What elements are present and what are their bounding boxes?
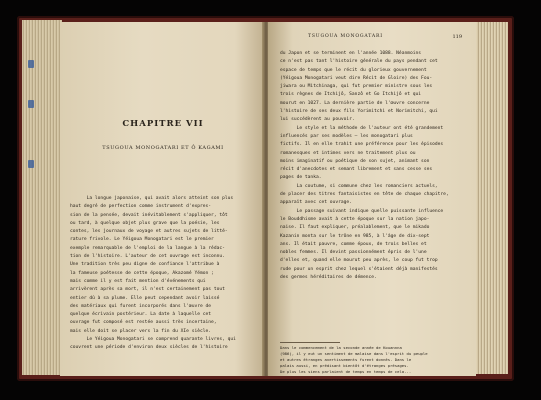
blue-ink-mark (28, 100, 34, 108)
text-line: espace de temps que le récit du glorieux gouvernement (280, 67, 427, 73)
page-number: 119 (452, 34, 462, 40)
text-line: quelque écrivain postérieur. La date à laquelle cet (70, 312, 212, 318)
text-line: rature frivole. Le Yéigoua Monogatari est le premier (70, 237, 214, 243)
text-line: et autres étranges avertissements furent donnés. Dans le (280, 357, 412, 362)
text-line: haut degré de perfection comme instrument d'expres- (70, 204, 212, 210)
text-line: fictifs. Il en elle trahit une préférence pour les épisodes (280, 142, 444, 148)
page-edge-marks (22, 60, 32, 180)
text-line: l'histoire de ses deux fils Yorimitchi et Norimitchi, qui (280, 109, 438, 115)
text-line: la fameuse poétesse de cette époque, Akazomé Yémon ; (70, 270, 214, 276)
blue-ink-mark (28, 160, 34, 168)
text-line: pages de tanka. (280, 175, 322, 181)
text-line: influencés par ses modèles — les monogatari plus (280, 133, 413, 139)
chapter-subtitle: TSUGOUA MONOGATARI ET Ô KAGAMI (102, 145, 224, 151)
text-line: Le style et la méthode de l'auteur ont été grandement (296, 125, 444, 131)
text-line: (Yéigoua Monogatari veut dire Récit de Gloire) des Fou- (280, 75, 433, 81)
text-line: moins imaginatif ou poétique de son sujet, animant son (280, 158, 430, 164)
text-line: La coutume, si commune chez les romanciers actuels, (296, 183, 438, 189)
text-line: Kazanin monta sur le trône en 985, à l'âge de dix-sept (280, 233, 430, 239)
text-line: mais elle doit se placer vers la fin du XIe siècle. (70, 328, 212, 334)
text-line: ou tard, à quelque objet plus grave que la poésie, les (70, 220, 220, 226)
text-line: naise. Il faut expliquer, préalablement, que le mikado (280, 225, 430, 231)
text-line: Dans le commencement de la seconde année de Kouannna (280, 345, 402, 350)
right-body-text (280, 50, 470, 282)
text-line: Le Yéigoua Monogatari se comprend quarante livres, qui (86, 337, 236, 343)
left-page (60, 22, 266, 376)
running-head: TSUGOUA MONOGATARI (308, 34, 383, 39)
text-line: d'elles et, quand elle mourut peu après, le coup fut trop (280, 258, 438, 264)
text-line: (986), il y eut un sentiment de malaise dans l'esprit du peuple (280, 351, 428, 356)
text-line: La longue japonaise, qui avait alors atteint son plus (86, 196, 234, 201)
text-line: romanesques et intimes vers ne traitement plus ou (280, 150, 416, 156)
text-line: Le passage suivant indique quelle puissante influence (296, 208, 444, 214)
text-line: mourut en 1027. La dernière partie de l'œuvre concerne (280, 100, 430, 106)
footnote-text (280, 345, 470, 375)
text-line: jiwara ou Mitchinaga, qui fut premier ministre sous les (280, 84, 433, 90)
text-line: des germes héréditaires de démence. (280, 275, 377, 281)
text-line: nobles femmes. Il devint passionnément épris de l'une (280, 250, 427, 256)
text-line: entier dû à sa plume. Elle peut cependant avoir laissé (70, 295, 220, 301)
footnote-rule (280, 342, 340, 343)
right-page (268, 22, 476, 376)
text-line: lui succédèrent au pouvoir. (280, 117, 355, 123)
text-line: ce n'est pas tant l'histoire générale du pays pendant cet (280, 59, 438, 65)
text-line: de placer des titres fantaisistes en tête de chaque chapitre, (280, 192, 449, 198)
blue-ink-mark (28, 60, 34, 68)
text-line: sion de la pensée, devait inévitablement s'appliquer, tôt (70, 212, 228, 218)
text-line: couvrent une période d'environ deux siècles de l'histoire (70, 345, 228, 351)
text-line: arrivèrent après sa mort, il n'est certainement pas tout (70, 287, 225, 293)
text-line: apparaît avec cet ouvrage. (280, 200, 352, 206)
text-line: récit d'anecdotes et semant librement et sans cesse ses (280, 167, 433, 173)
text-line: du Japon et se terminent en l'année 1088. Néanmoins (280, 51, 422, 56)
text-line: Une tradition très peu digne de confiance l'attribue à (70, 262, 220, 268)
page-edges-right (474, 22, 508, 374)
text-line: De plus les siens parlaient de temps en temps de cela... (280, 369, 412, 374)
text-line: exemple remarquable de l'emploi de la langue à la rédac- (70, 245, 225, 251)
text-line: palais aussi, en prédisant bientôt d'étranges présages. (280, 363, 409, 368)
text-line: mais comme il y est fait mention d'événements qui (70, 278, 206, 284)
chapter-heading: CHAPITRE VII (122, 119, 204, 129)
text-line: contes, les journaux de voyage et autres sujets de litté- (70, 229, 228, 235)
text-line: trois règnes de Itchijô, Sanzô et Go Itchijô et qui (280, 92, 422, 98)
text-line: le Bouddhisme avait à cette époque sur la nation japo- (280, 216, 430, 222)
text-line: ouvrage fut composé est restée aussi très incertaine, (70, 320, 217, 326)
text-line: des matériaux qui furent incorporés dans l'œuvre de (70, 303, 212, 309)
text-line: tion de l'histoire. L'auteur de cet ouvrage est inconnu. (70, 254, 225, 260)
left-body-text (70, 195, 260, 353)
text-line: ans. Il était pauvre, comme époux, de trois belles et (280, 241, 427, 247)
text-line: rude pour un esprit chez lequel s'étaient déjà manifestés (280, 266, 438, 272)
